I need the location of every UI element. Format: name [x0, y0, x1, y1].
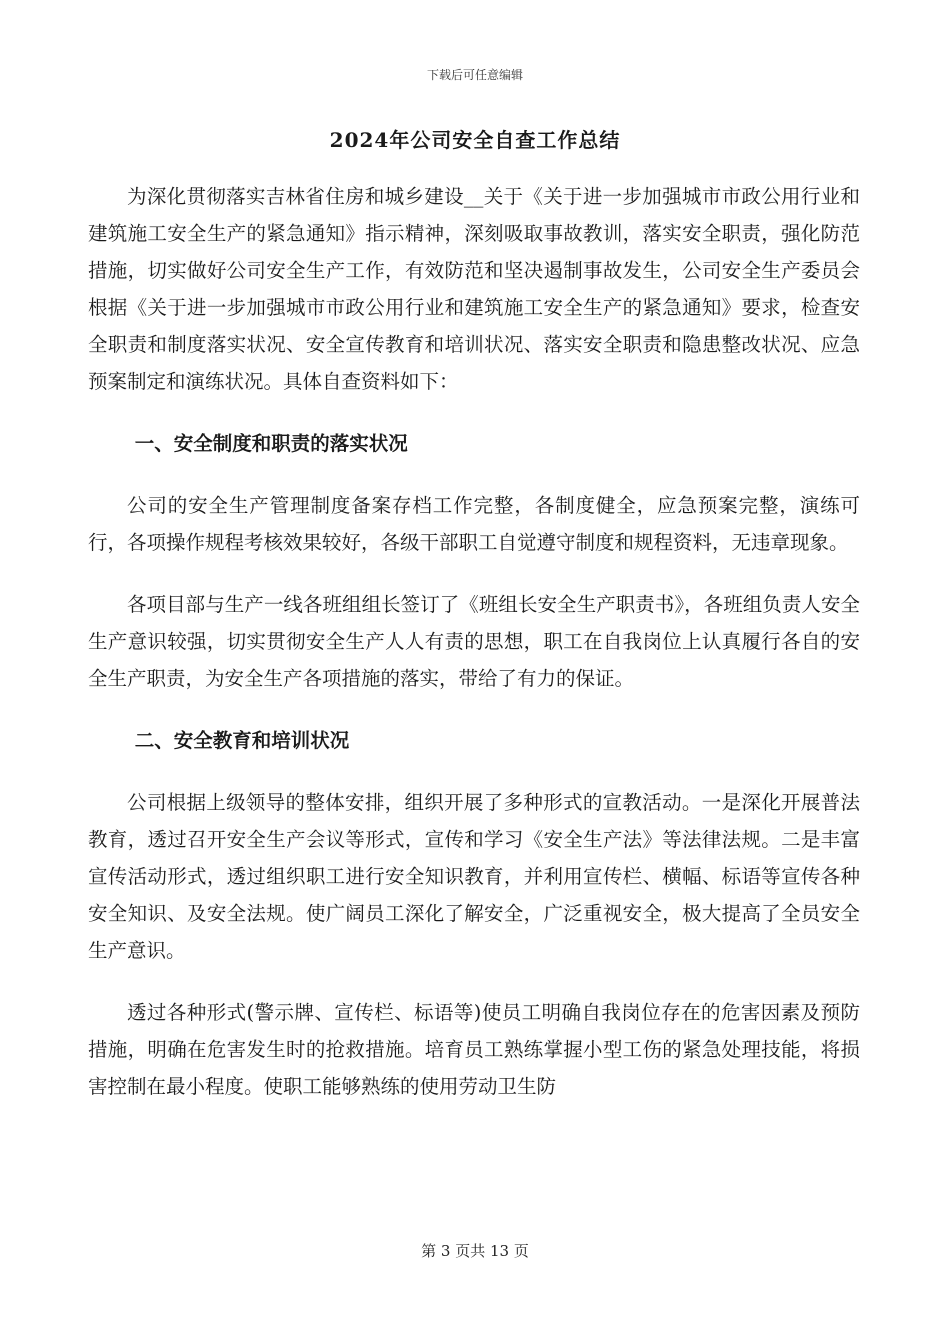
body-paragraph: 公司根据上级领导的整体安排，组织开展了多种形式的宣教活动。一是深化开展普法教育，透过召开安全生产会议等形式，宣传和学习《安全生产法》等法律法规。二是丰富宣传活动形式，透过组织职工进行安全知识教育，并利用宣传栏、横幅、标语等宣传各种安全知识、及安全法规。使广阔员工深化了解安全，广泛重视安全，极大提高了全员安全生产意识。 [88, 791, 860, 962]
intro-paragraph: 为深化贯彻落实吉林省住房和城乡建设__关于《关于进一步加强城市市政公用行业和建筑施工安全生产的紧急通知》指示精神，深刻吸取事故教训，落实安全职责，强化防范措施，切实做好公司安全生产工作，有效防范和坚决遏制事故发生，公司安全生产委员会根据《关于进一步加强城市市政公用行业和建筑施工安全生产的紧急通知》要求，检查安全职责和制度落实状况、安全宣传教育和培训状况、落实安全职责和隐患整改状况、应急预案制定和演练状况。具体自查资料如下： [88, 185, 860, 393]
body-paragraph: 公司的安全生产管理制度备案存档工作完整，各制度健全，应急预案完整，演练可行，各项操作规程考核效果较好，各级干部职工自觉遵守制度和规程资料，无违章现象。 [88, 494, 860, 554]
body-paragraph: 透过各种形式(警示牌、宣传栏、标语等)使员工明确自我岗位存在的危害因素及预防措施，明确在危害发生时的抢救措施。培育员工熟练掌握小型工伤的紧急处理技能，将损害控制在最小程度。使职工能够熟练的使用劳动卫生防 [88, 1001, 860, 1098]
document-body [88, 178, 860, 1105]
page-number: 第 3 页共 13 页 [421, 1242, 529, 1260]
section-heading-1: 一、安全制度和职责的落实状况 [134, 432, 408, 455]
section-heading-2: 二、安全教育和培训状况 [134, 729, 350, 752]
document-title: 2024年公司安全自查工作总结 [329, 128, 621, 152]
body-paragraph: 各项目部与生产一线各班组组长签订了《班组长安全生产职责书》，各班组负责人安全生产意识较强，切实贯彻安全生产人人有责的思想，职工在自我岗位上认真履行各自的安全生产职责，为安全生产各项措施的落实，带给了有力的保证。 [88, 593, 860, 690]
page-header-note: 下载后可任意编辑 [426, 68, 523, 82]
